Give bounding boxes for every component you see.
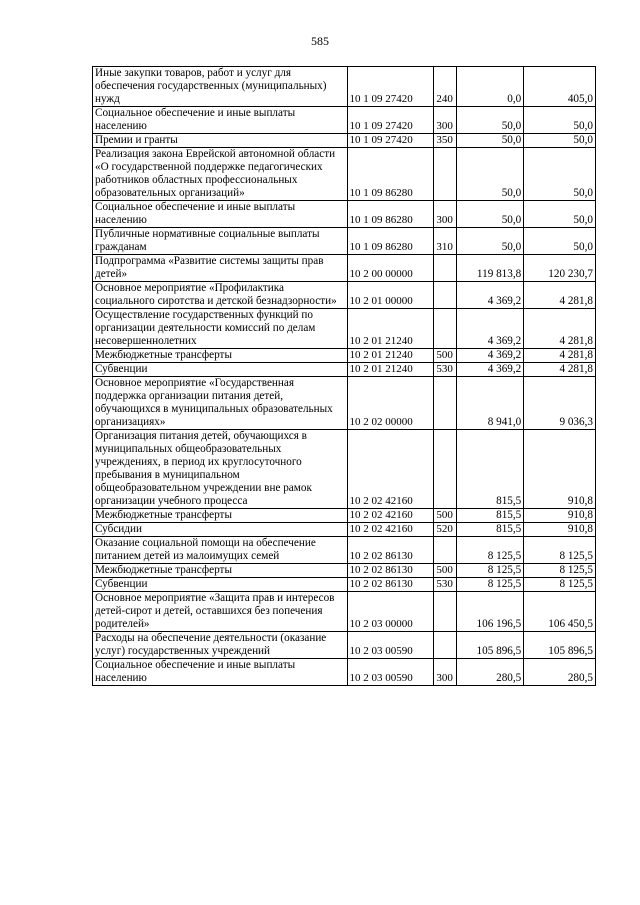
table-row: [93, 228, 596, 255]
row-expense-type-cell: 500: [434, 564, 456, 578]
row-amount-year1-cell: 50,0: [456, 134, 524, 148]
row-amount-year2-cell: 405,0: [524, 67, 596, 107]
row-code-cell: 10 2 03 00590: [347, 632, 434, 659]
row-name-cell: Основное мероприятие «Профилактика социального сиротства и детской безнадзорности»: [93, 282, 348, 309]
table-row: [93, 134, 596, 148]
row-expense-type-cell: 300: [434, 659, 456, 686]
row-code-cell: 10 2 02 86130: [347, 578, 434, 592]
row-name-cell: Основное мероприятие «Государственная поддержка организации питания детей, обучающихся в муниципальных образовательных организациях»: [93, 377, 348, 430]
row-amount-year2-cell: 280,5: [524, 659, 596, 686]
row-amount-year2-cell: 4 281,8: [524, 309, 596, 349]
table-row: [93, 632, 596, 659]
table-row: [93, 282, 596, 309]
table-row: [93, 107, 596, 134]
row-amount-year2-cell: 105 896,5: [524, 632, 596, 659]
table-row: [93, 430, 596, 509]
row-expense-type-cell: 310: [434, 228, 456, 255]
page-number: 585: [311, 34, 329, 48]
row-expense-type-cell: [434, 282, 456, 309]
row-name-cell: Иные закупки товаров, работ и услуг для обеспечения государственных (муниципальных) нужд: [93, 67, 348, 107]
table-row: [93, 564, 596, 578]
row-amount-year2-cell: 4 281,8: [524, 282, 596, 309]
table-row: [93, 377, 596, 430]
row-code-cell: 10 2 01 00000: [347, 282, 434, 309]
row-amount-year1-cell: 815,5: [456, 523, 524, 537]
row-name-cell: Публичные нормативные социальные выплаты гражданам: [93, 228, 348, 255]
row-amount-year1-cell: 106 196,5: [456, 592, 524, 632]
row-amount-year1-cell: 8 125,5: [456, 537, 524, 564]
row-amount-year1-cell: 8 125,5: [456, 578, 524, 592]
row-name-cell: Основное мероприятие «Защита прав и интересов детей-сирот и детей, оставшихся без попечения родителей»: [93, 592, 348, 632]
row-amount-year2-cell: 9 036,3: [524, 377, 596, 430]
row-expense-type-cell: [434, 537, 456, 564]
row-amount-year2-cell: 50,0: [524, 201, 596, 228]
row-expense-type-cell: 530: [434, 578, 456, 592]
row-amount-year2-cell: 8 125,5: [524, 578, 596, 592]
row-amount-year1-cell: 50,0: [456, 201, 524, 228]
row-amount-year1-cell: 50,0: [456, 107, 524, 134]
row-name-cell: Субвенции: [93, 363, 348, 377]
row-name-cell: Социальное обеспечение и иные выплаты населению: [93, 201, 348, 228]
budget-table: [92, 66, 596, 686]
row-expense-type-cell: [434, 377, 456, 430]
row-code-cell: 10 2 02 42160: [347, 430, 434, 509]
row-amount-year1-cell: 4 369,2: [456, 282, 524, 309]
table-row: [93, 148, 596, 201]
row-amount-year1-cell: 0,0: [456, 67, 524, 107]
row-amount-year2-cell: 910,8: [524, 509, 596, 523]
row-name-cell: Межбюджетные трансферты: [93, 349, 348, 363]
row-amount-year2-cell: 50,0: [524, 134, 596, 148]
row-amount-year2-cell: 106 450,5: [524, 592, 596, 632]
row-expense-type-cell: 300: [434, 107, 456, 134]
row-code-cell: 10 2 01 21240: [347, 349, 434, 363]
row-amount-year1-cell: 4 369,2: [456, 349, 524, 363]
row-name-cell: Расходы на обеспечение деятельности (оказание услуг) государственных учреждений: [93, 632, 348, 659]
row-code-cell: 10 2 02 42160: [347, 523, 434, 537]
row-amount-year1-cell: 280,5: [456, 659, 524, 686]
row-amount-year1-cell: 8 941,0: [456, 377, 524, 430]
row-amount-year2-cell: 8 125,5: [524, 564, 596, 578]
row-name-cell: Межбюджетные трансферты: [93, 564, 348, 578]
row-expense-type-cell: [434, 632, 456, 659]
row-expense-type-cell: [434, 148, 456, 201]
row-name-cell: Оказание социальной помощи на обеспечение питанием детей из малоимущих семей: [93, 537, 348, 564]
row-code-cell: 10 2 01 21240: [347, 363, 434, 377]
row-name-cell: Реализация закона Еврейской автономной области «О государственной поддержке педагогических работников областных профессиональных образовательных организаций»: [93, 148, 348, 201]
row-amount-year2-cell: 120 230,7: [524, 255, 596, 282]
row-amount-year2-cell: 910,8: [524, 430, 596, 509]
table-row: [93, 309, 596, 349]
budget-table-body: [93, 67, 596, 686]
row-expense-type-cell: [434, 430, 456, 509]
row-expense-type-cell: 500: [434, 509, 456, 523]
row-expense-type-cell: 520: [434, 523, 456, 537]
table-row: [93, 509, 596, 523]
row-code-cell: 10 1 09 27420: [347, 107, 434, 134]
row-code-cell: 10 1 09 86280: [347, 201, 434, 228]
row-amount-year1-cell: 50,0: [456, 148, 524, 201]
row-amount-year2-cell: 910,8: [524, 523, 596, 537]
row-amount-year2-cell: 4 281,8: [524, 349, 596, 363]
row-code-cell: 10 2 02 42160: [347, 509, 434, 523]
row-name-cell: Субвенции: [93, 578, 348, 592]
row-code-cell: 10 1 09 86280: [347, 228, 434, 255]
row-code-cell: 10 2 03 00590: [347, 659, 434, 686]
table-row: [93, 592, 596, 632]
table-row: [93, 67, 596, 107]
row-name-cell: Подпрограмма «Развитие системы защиты прав детей»: [93, 255, 348, 282]
row-code-cell: 10 2 03 00000: [347, 592, 434, 632]
row-name-cell: Социальное обеспечение и иные выплаты населению: [93, 107, 348, 134]
row-amount-year1-cell: 105 896,5: [456, 632, 524, 659]
table-row: [93, 349, 596, 363]
row-amount-year1-cell: 50,0: [456, 228, 524, 255]
row-name-cell: Социальное обеспечение и иные выплаты населению: [93, 659, 348, 686]
row-expense-type-cell: 350: [434, 134, 456, 148]
row-amount-year1-cell: 815,5: [456, 430, 524, 509]
row-name-cell: Премии и гранты: [93, 134, 348, 148]
row-code-cell: 10 2 00 00000: [347, 255, 434, 282]
row-expense-type-cell: 240: [434, 67, 456, 107]
row-amount-year1-cell: 4 369,2: [456, 363, 524, 377]
row-amount-year1-cell: 815,5: [456, 509, 524, 523]
table-row: [93, 578, 596, 592]
row-code-cell: 10 2 02 00000: [347, 377, 434, 430]
row-expense-type-cell: 530: [434, 363, 456, 377]
row-code-cell: 10 1 09 27420: [347, 134, 434, 148]
table-row: [93, 523, 596, 537]
row-code-cell: 10 1 09 27420: [347, 67, 434, 107]
row-expense-type-cell: [434, 592, 456, 632]
row-code-cell: 10 2 02 86130: [347, 537, 434, 564]
row-amount-year1-cell: 119 813,8: [456, 255, 524, 282]
row-name-cell: Осуществление государственных функций по организации деятельности комиссий по делам несовершеннолетних: [93, 309, 348, 349]
table-row: [93, 201, 596, 228]
row-name-cell: Организация питания детей, обучающихся в муниципальных общеобразовательных учреждениях, в период их круглосуточного пребывания в муниципальном общеобразовательном учреждении вне рамок организации учебного процесса: [93, 430, 348, 509]
row-amount-year2-cell: 50,0: [524, 148, 596, 201]
row-code-cell: 10 1 09 86280: [347, 148, 434, 201]
row-amount-year1-cell: 8 125,5: [456, 564, 524, 578]
row-amount-year2-cell: 50,0: [524, 107, 596, 134]
row-expense-type-cell: [434, 255, 456, 282]
row-expense-type-cell: 300: [434, 201, 456, 228]
row-amount-year2-cell: 8 125,5: [524, 537, 596, 564]
table-row: [93, 363, 596, 377]
row-amount-year1-cell: 4 369,2: [456, 309, 524, 349]
row-name-cell: Субсидии: [93, 523, 348, 537]
row-code-cell: 10 2 01 21240: [347, 309, 434, 349]
row-amount-year2-cell: 4 281,8: [524, 363, 596, 377]
row-expense-type-cell: [434, 309, 456, 349]
table-row: [93, 255, 596, 282]
table-row: [93, 537, 596, 564]
row-code-cell: 10 2 02 86130: [347, 564, 434, 578]
row-expense-type-cell: 500: [434, 349, 456, 363]
row-amount-year2-cell: 50,0: [524, 228, 596, 255]
row-name-cell: Межбюджетные трансферты: [93, 509, 348, 523]
table-row: [93, 659, 596, 686]
